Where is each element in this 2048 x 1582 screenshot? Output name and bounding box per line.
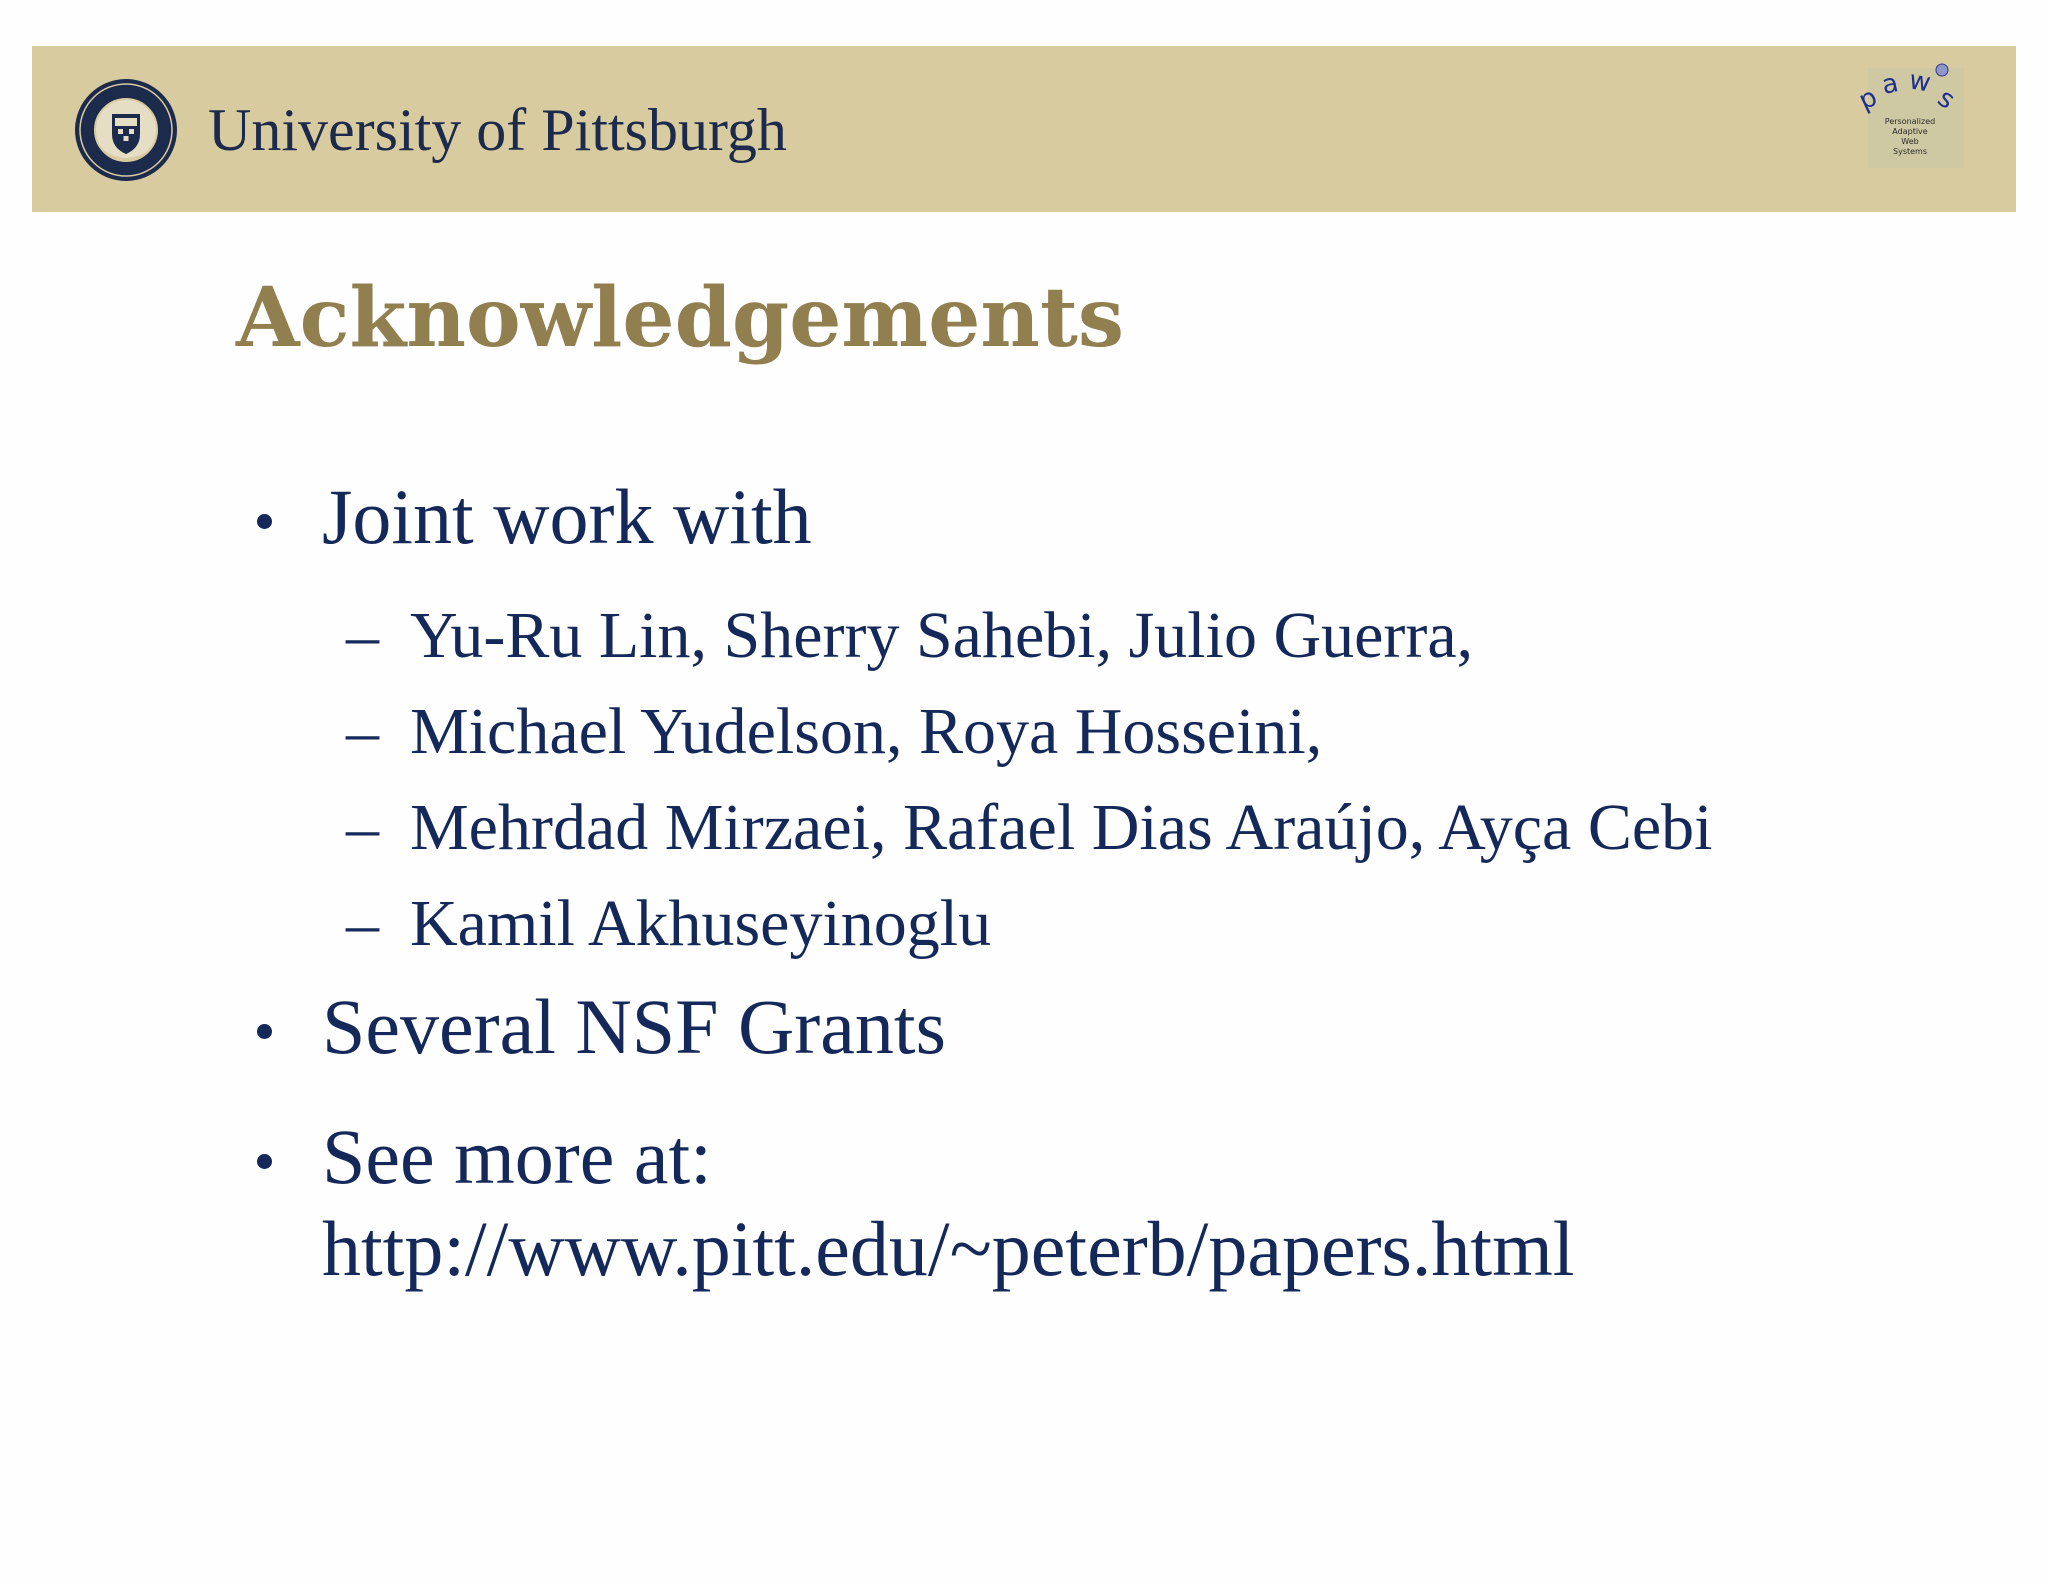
- slide-title: Acknowledgements: [236, 270, 1125, 366]
- paws-logo-icon: [1850, 58, 1968, 170]
- sub-bullet-collaborators-3: Mehrdad Mirzaei, Rafael Dias Araújo, Ayça Cebi: [410, 791, 1713, 864]
- sub-bullet-collaborators-1: Yu-Ru Lin, Sherry Sahebi, Julio Guerra,: [410, 599, 1474, 672]
- papers-link[interactable]: http://www.pitt.edu/~peterb/papers.html: [322, 1205, 1575, 1292]
- university-seal-icon: [74, 78, 178, 182]
- svg-text:p: p: [1854, 82, 1882, 117]
- bullet-marker: [257, 1154, 272, 1169]
- svg-text:Systems: Systems: [1893, 147, 1927, 156]
- svg-text:s: s: [1931, 83, 1961, 116]
- svg-text:Personalized: Personalized: [1884, 117, 1936, 126]
- bullet-marker: [257, 514, 272, 529]
- svg-text:Web: Web: [1901, 137, 1919, 146]
- sub-bullet-dash: –: [346, 599, 379, 672]
- bullet-nsf-grants: Several NSF Grants: [322, 983, 946, 1070]
- sub-bullet-dash: –: [346, 695, 379, 768]
- sub-bullet-dash: –: [346, 887, 379, 960]
- svg-text:w: w: [1906, 65, 1933, 99]
- svg-text:a: a: [1879, 68, 1902, 101]
- bullet-marker: [257, 1024, 272, 1039]
- svg-text:Adaptive: Adaptive: [1892, 127, 1928, 136]
- sub-bullet-dash: –: [346, 791, 379, 864]
- bullet-joint-work: Joint work with: [322, 473, 812, 560]
- sub-bullet-collaborators-2: Michael Yudelson, Roya Hosseini,: [410, 695, 1323, 768]
- sub-bullet-collaborators-4: Kamil Akhuseyinoglu: [410, 887, 992, 960]
- institution-name: University of Pittsburgh: [208, 97, 787, 163]
- bullet-see-more: See more at:: [322, 1113, 712, 1200]
